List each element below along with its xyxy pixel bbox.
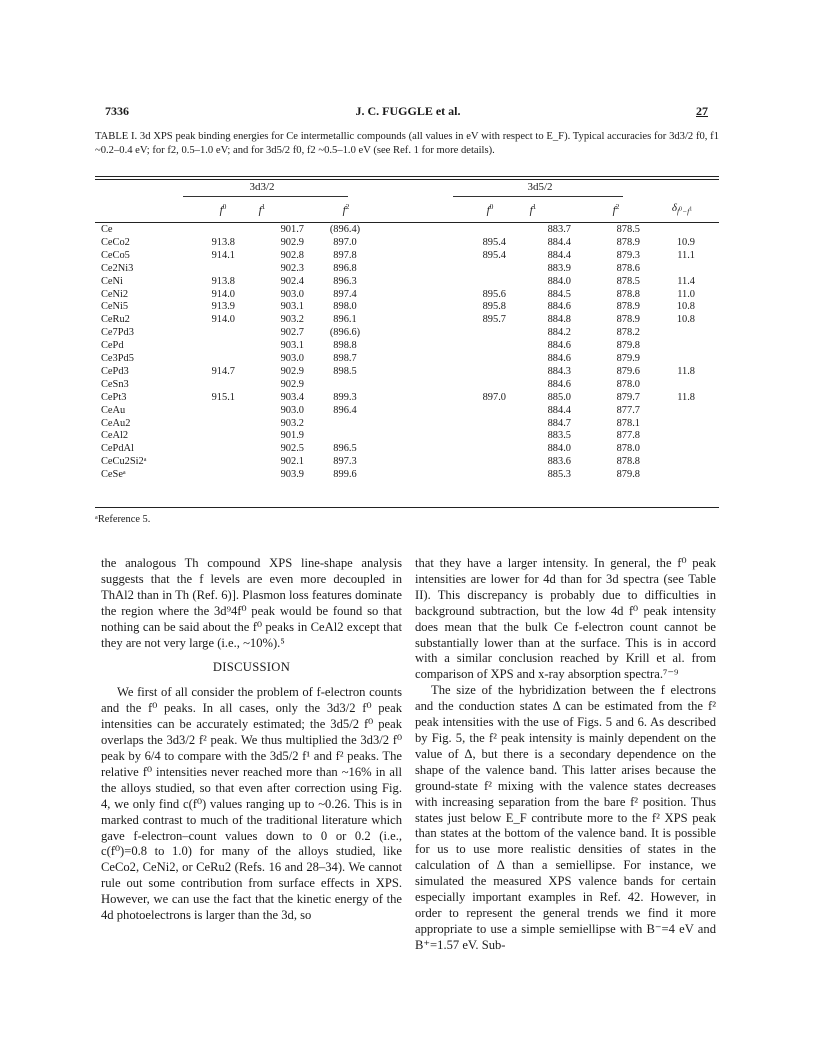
table-cell: 914.1	[211, 249, 235, 261]
table-cell: 897.0	[333, 236, 357, 248]
table-cell: 11.8	[677, 365, 695, 377]
table-cell: 10.8	[676, 301, 695, 313]
table-cell: 884.6	[547, 353, 571, 364]
table-cell: 899.3	[333, 391, 357, 403]
table-cell: 878.8	[616, 456, 640, 468]
table-cell: 898.0	[333, 301, 357, 313]
table-cell: 902.4	[280, 275, 304, 287]
table-cell: 878.9	[616, 301, 640, 313]
table-cell: 902.8	[280, 249, 304, 261]
table-cell: 878.9	[616, 236, 640, 248]
table-row	[0, 340, 816, 353]
group-header-3d32: 3d3/2	[249, 181, 275, 193]
table-cell: 897.0	[482, 391, 506, 403]
table-row	[0, 443, 816, 456]
table-cell: 903.4	[280, 391, 304, 403]
table-cell: (896.6)	[329, 327, 361, 339]
table-cell: 878.2	[616, 327, 640, 339]
compound-name: CeNi2	[101, 288, 129, 300]
table-cell: 884.7	[547, 417, 571, 429]
table-cell: 914.0	[211, 288, 235, 300]
table-cell: 10.9	[676, 236, 695, 248]
table-cell: 885.3	[547, 469, 571, 481]
table-footnote: ᵃReference 5.	[95, 514, 151, 525]
col-header-f1-52: $f^1$	[529, 202, 537, 217]
table-cell: 879.9	[616, 353, 640, 364]
table-cell: 884.6	[547, 340, 571, 352]
table-cell: 903.0	[280, 404, 304, 416]
col-header-f0-52: $f^0$	[486, 202, 494, 217]
table-cell: 883.9	[547, 262, 571, 274]
table-cell: 902.3	[280, 262, 304, 274]
table-cell: 902.1	[280, 456, 304, 468]
table-cell: 903.2	[280, 314, 304, 326]
table-row	[0, 418, 816, 431]
table-cell: 884.0	[547, 275, 571, 287]
compound-name: CeCo5	[101, 249, 130, 261]
table-cell: 884.8	[547, 314, 571, 326]
compound-name: CePt3	[101, 391, 127, 403]
table-cell: 903.2	[280, 417, 304, 429]
compound-name: CeCu2Si2ᵃ	[101, 456, 147, 468]
table-top-rule	[95, 176, 719, 177]
paragraph: The size of the hybridization between the f electrons and the conduction states Δ can be estimated from the f² peak intensities with the use of Figs. 5 and 6. As described by Fig. 5, the f² peak intensity is mainly dependent on the value of Δ, but there is a secondary dependence on the shape of the valence band. This latter arises because the ground-state f² mixing with the valence states decreases with increasing separation from the bare f² position. Thus states just below E_F contribute more to the f² XPS peak than states at the bottom of the valence band. It is possible for us to use more realistic densities of states in the calculation of Δ than a semiellipse. For instance, we simulated the measured XPS valence bands for certain especially important examples in Ref. 42. However, in order to represent the general trends we find it more appropriate to use a simple semiellipse with B⁻=4 eV and B⁺=1.57 eV. Sub-	[415, 683, 716, 952]
table-cell: 879.8	[616, 469, 640, 481]
text-column-right	[415, 556, 716, 954]
table-cell: 903.0	[280, 288, 304, 300]
running-head-author: J. C. FUGGLE et al.	[355, 104, 461, 118]
compound-name: CePd3	[101, 365, 129, 377]
compound-name: Ce	[101, 224, 113, 235]
table-cell: 903.0	[280, 353, 304, 364]
table-cell: 878.0	[616, 443, 640, 455]
table-cell: 895.4	[482, 236, 506, 248]
table-cell: 878.5	[616, 224, 640, 235]
table-cell: 884.4	[547, 236, 571, 248]
text-column-left	[101, 556, 402, 924]
table-cell: 915.1	[211, 391, 235, 403]
table-cell: 884.6	[547, 378, 571, 390]
table-row	[0, 366, 816, 379]
table-cell: 883.5	[547, 430, 571, 442]
table-cell: 914.0	[211, 314, 235, 326]
table-cell: 914.7	[211, 365, 235, 377]
table-cell: 896.4	[333, 404, 357, 416]
table-caption: TABLE I. 3d XPS peak binding energies for Ce intermetallic compounds (all values in eV with respect to E_F). Typical accuracies for 3d3/2 f0, f1 ~0.2–0.4 eV; for f2, 0.5–1.0 eV; and for 3d5/2 f0, f2 ~0.5–1.0 eV (see Ref. 1 for more details).	[95, 131, 719, 156]
table-row	[0, 276, 816, 289]
group-header-3d52: 3d5/2	[527, 181, 553, 193]
table-bottom-rule	[95, 507, 719, 508]
table-cell: 11.1	[677, 249, 695, 261]
table-row	[0, 314, 816, 327]
table-cell: 883.6	[547, 456, 571, 468]
table-row	[0, 456, 816, 469]
table-row	[0, 392, 816, 405]
table-row	[0, 327, 816, 340]
table-cell: 878.9	[616, 314, 640, 326]
paragraph: that they have a larger intensity. In general, the f⁰ peak intensities are lower for 4d than for 3d spectra (see Table II). This discrepancy is probably due to difficulties in background subtraction, but the low 4d f⁰ peak intensity does mean that the bulk Ce f-electron count cannot be substantially lower than at the surface. This is in accord with a similar conclusion reached by Krill et al. from comparison of XPS and x-ray absorption spectra.⁷⁻⁹	[415, 556, 716, 682]
table-cell: 902.5	[280, 443, 304, 455]
table-cell: (896.4)	[329, 224, 361, 235]
compound-name: CePd	[101, 340, 124, 352]
table-cell: 878.0	[616, 378, 640, 390]
compound-name: CeAl2	[101, 430, 129, 442]
table-cell: 902.9	[280, 236, 304, 248]
table-cell: 11.4	[677, 275, 695, 287]
group-rule-3d32	[183, 196, 348, 197]
table-cell: 897.4	[333, 288, 357, 300]
table-cell: 883.7	[547, 224, 571, 235]
table-cell: 903.1	[280, 340, 304, 352]
table-cell: 878.6	[616, 262, 640, 274]
table-row	[0, 353, 816, 366]
table-cell: 897.8	[333, 249, 357, 261]
table-cell: 884.0	[547, 443, 571, 455]
table-cell: 878.8	[616, 288, 640, 300]
compound-name: Ce7Pd3	[101, 327, 134, 339]
table-top-rule-2	[95, 179, 719, 180]
table-cell: 896.5	[333, 443, 357, 455]
table-cell: 903.9	[280, 469, 304, 481]
table-cell: 902.7	[280, 327, 304, 339]
table-cell: 895.7	[482, 314, 506, 326]
col-header-f2-32: $f^2$	[342, 202, 350, 217]
table-row	[0, 405, 816, 418]
table-cell: 884.4	[547, 404, 571, 416]
group-rule-3d52	[453, 196, 623, 197]
table-row	[0, 301, 816, 314]
table-row	[0, 430, 816, 443]
compound-name: CeSn3	[101, 378, 129, 390]
table-cell: 877.7	[616, 404, 640, 416]
table-cell: 913.8	[211, 236, 235, 248]
table-cell: 898.7	[333, 353, 357, 364]
table-cell: 899.6	[333, 469, 357, 481]
table-cell: 884.3	[547, 365, 571, 377]
paragraph: the analogous Th compound XPS line-shape analysis suggests that the f levels are even more decoupled in ThAl2 than in Th (Ref. 6)]. Plasmon loss features dominate the region where the 3d⁹4f⁰ peak would be found so that nothing can be said about the f⁰ peaks in CeAl2 except that they are not very large (i.e., ~10%).⁵	[101, 556, 402, 650]
table-cell: 885.0	[547, 391, 571, 403]
table-cell: 903.1	[280, 301, 304, 313]
table-row	[0, 469, 816, 482]
table-cell: 884.6	[547, 301, 571, 313]
table-cell: 879.3	[616, 249, 640, 261]
table-cell: 913.9	[211, 301, 235, 313]
table-cell: 895.4	[482, 249, 506, 261]
table-row	[0, 263, 816, 276]
table-cell: 878.1	[616, 417, 640, 429]
table-cell: 877.8	[616, 430, 640, 442]
compound-name: CeAu2	[101, 417, 131, 429]
table-cell: 902.9	[280, 365, 304, 377]
section-heading: DISCUSSION	[212, 660, 291, 675]
table-row	[0, 379, 816, 392]
table-cell: 913.8	[211, 275, 235, 287]
table-cell: 897.3	[333, 456, 357, 468]
table-cell: 884.4	[547, 249, 571, 261]
table-header-rule	[95, 222, 719, 223]
col-header-f2-52: $f^2$	[612, 202, 620, 217]
table-cell: 11.8	[677, 391, 695, 403]
table-cell: 898.5	[333, 365, 357, 377]
compound-name: CeSeᵃ	[101, 469, 126, 481]
table-cell: 879.7	[616, 391, 640, 403]
compound-name: CeAu	[101, 404, 126, 416]
table-cell: 895.8	[482, 301, 506, 313]
table-cell: 901.9	[280, 430, 304, 442]
table-cell: 10.8	[676, 314, 695, 326]
table-cell: 884.2	[547, 327, 571, 339]
table-row	[0, 224, 816, 237]
table-row	[0, 237, 816, 250]
col-header-f0-32: $f^0$	[219, 202, 227, 217]
compound-name: CeNi5	[101, 301, 129, 313]
volume-number: 27	[696, 104, 708, 118]
col-header-f1-32: $f^1$	[258, 202, 266, 217]
table-row	[0, 250, 816, 263]
col-header-delta: $\delta_{f^0-f^1}$	[671, 202, 693, 217]
compound-name: CeRu2	[101, 314, 130, 326]
table-row	[0, 289, 816, 302]
table-cell: 11.0	[677, 288, 695, 300]
compound-name: CePdAl	[101, 443, 134, 455]
compound-name: Ce3Pd5	[101, 353, 134, 364]
page-number: 7336	[105, 104, 129, 118]
table-cell: 884.5	[547, 288, 571, 300]
table-cell: 896.1	[333, 314, 357, 326]
compound-name: CeNi	[101, 275, 123, 287]
table-cell: 896.3	[333, 275, 357, 287]
table-cell: 895.6	[482, 288, 506, 300]
table-cell: 902.9	[280, 378, 304, 390]
compound-name: CeCo2	[101, 236, 130, 248]
table-cell: 898.8	[333, 340, 357, 352]
table-cell: 879.8	[616, 340, 640, 352]
table-cell: 879.6	[616, 365, 640, 377]
table-cell: 878.5	[616, 275, 640, 287]
table-cell: 896.8	[333, 262, 357, 274]
table-cell: 901.7	[280, 224, 304, 235]
paragraph: We first of all consider the problem of f-electron counts and the f⁰ peaks. In all cases, only the 3d3/2 f⁰ peak intensities can be accurately estimated; the 3d5/2 f⁰ peak overlaps the 3d3/2 f² peak. We thus multiplied the 3d3/2 f⁰ peak by 6/4 to compare with the 3d5/2 f¹ and f² peaks. The relative f⁰ intensities never reached more than ~16% in all the alloys studied, so that even after correction using Fig. 4, we only find c(f⁰) values ranging up to ~0.26. This is in marked contrast to much of the traditional literature which gave f-electron–count values down to 0 or 0.2 (i.e., c(f⁰)=0.8 to 1.0) for many of the alloys studied, like CeCo2, CeNi2, or CeRu2 (Refs. 16 and 28–34). We cannot rule out some contribution from surface effects in XPS. However, we can use the fact that the kinetic energy of the 4d photoelectrons is larger than the 3d, so	[101, 685, 402, 923]
compound-name: Ce2Ni3	[101, 262, 134, 274]
